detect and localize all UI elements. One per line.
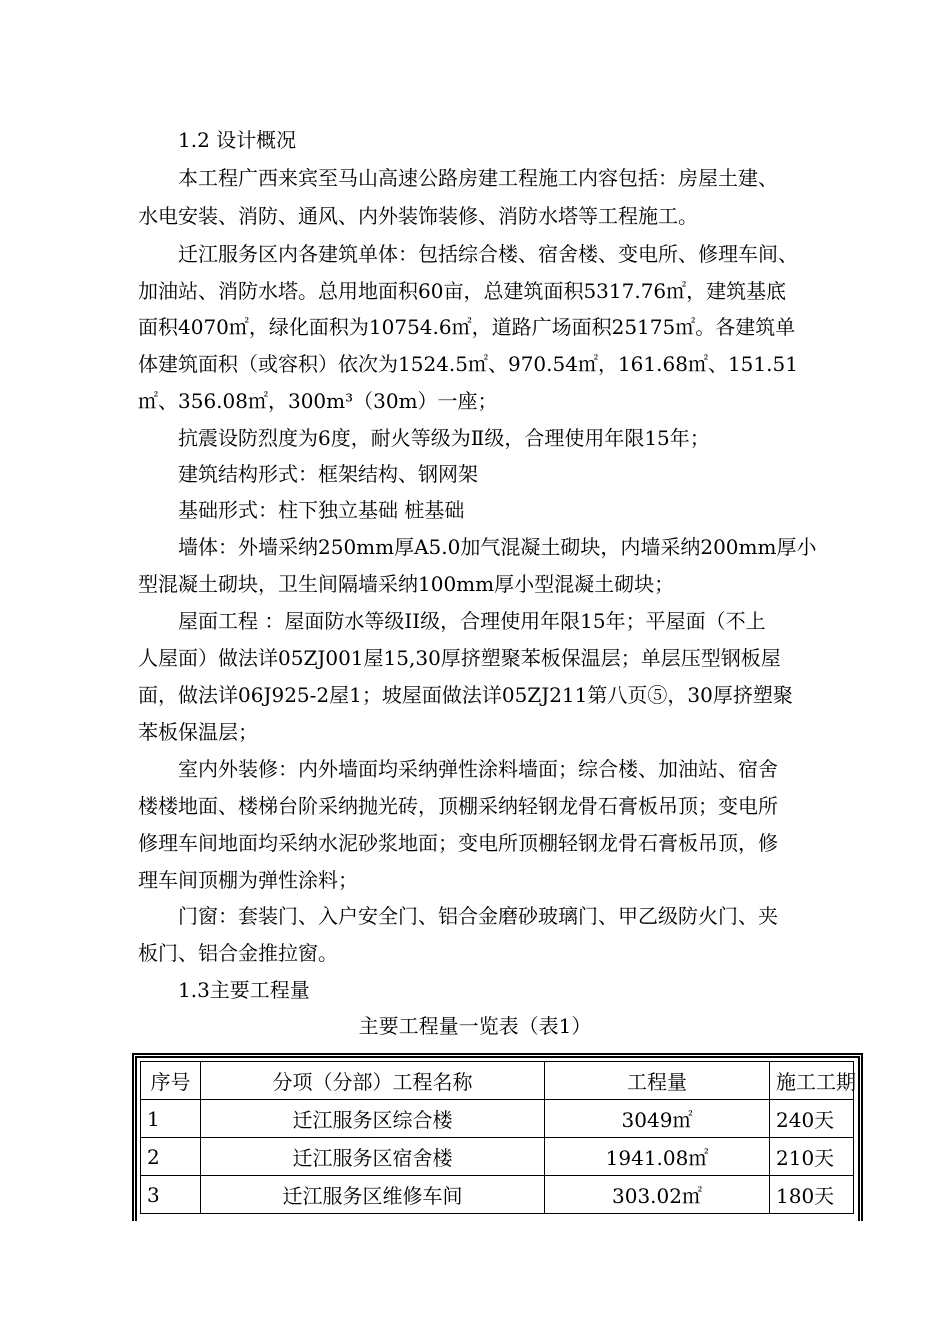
paragraph-line: 建筑结构形式：框架结构、钢网架: [178, 462, 478, 486]
cell-name: 迁江服务区综合楼: [201, 1100, 545, 1138]
paragraph-line: 本工程广西来宾至马山高速公路房建工程施工内容包括：房屋土建、: [178, 166, 778, 190]
paragraph-line: 修理车间地面均采纳水泥砂浆地面；变电所顶棚轻钢龙骨石膏板吊顶，修: [138, 831, 778, 855]
cell-quantity: 1941.08㎡: [545, 1138, 770, 1176]
header-name: 分项（分部）工程名称: [201, 1062, 545, 1100]
cell-duration: 240天: [770, 1100, 854, 1138]
paragraph-line: 体建筑面积（或容积）依次为1524.5㎡、970.54㎡，161.68㎡、151.51: [138, 352, 798, 376]
cell-no: 3: [141, 1176, 201, 1214]
paragraph-line: 水电安装、消防、通风、内外装饰装修、消防水塔等工程施工。: [138, 204, 698, 228]
table-row: [141, 1176, 854, 1214]
paragraph-line: 面，做法详06J925-2屋1；坡屋面做法详05ZJ211第八页⑤，30厚挤塑聚: [138, 683, 793, 707]
paragraph-line: 人屋面）做法详05ZJ001屋15,30厚挤塑聚苯板保温层；单层压型钢板屋: [138, 646, 781, 670]
header-quantity: 工程量: [545, 1062, 770, 1100]
paragraph-line: 型混凝土砌块，卫生间隔墙采纳100mm厚小型混凝土砌块；: [138, 572, 675, 596]
paragraph-line: 基础形式：柱下独立基础 桩基础: [178, 498, 465, 522]
section-heading-1-2: 1.2 设计概况: [178, 128, 297, 152]
paragraph-line: 加油站、消防水塔。总用地面积60亩，总建筑面积5317.76㎡，建筑基底: [138, 279, 787, 303]
paragraph-line: 室内外装修：内外墙面均采纳弹性涂料墙面；综合楼、加油站、宿舍: [178, 757, 778, 781]
section-heading-1-3: 1.3主要工程量: [178, 978, 310, 1002]
paragraph-line: 板门、铝合金推拉窗。: [138, 941, 338, 965]
paragraph-line: 门窗：套装门、入户安全门、铝合金磨砂玻璃门、甲乙级防火门、夹: [178, 904, 778, 928]
paragraph-line: ㎡、356.08㎡，300m³（30m）一座；: [138, 389, 498, 413]
cell-name: 迁江服务区维修车间: [201, 1176, 545, 1214]
paragraph-line: 墙体：外墙采纳250mm厚A5.0加气混凝土砌块，内墙采纳200mm厚小: [178, 535, 817, 559]
cell-no: 1: [141, 1100, 201, 1138]
cell-quantity: 303.02㎡: [545, 1176, 770, 1214]
table-header-row: [141, 1062, 854, 1100]
header-no: 序号: [141, 1062, 201, 1100]
cell-duration: 180天: [770, 1176, 854, 1214]
cell-no: 2: [141, 1138, 201, 1176]
quantities-table: [140, 1061, 854, 1214]
cell-quantity: 3049㎡: [545, 1100, 770, 1138]
paragraph-line: 楼楼地面、楼梯台阶采纳抛光砖，顶棚采纳轻钢龙骨石膏板吊顶；变电所: [138, 794, 778, 818]
table-caption: 主要工程量一览表（表1）: [358, 1014, 592, 1038]
table-row: [141, 1100, 854, 1138]
cell-name: 迁江服务区宿舍楼: [201, 1138, 545, 1176]
paragraph-line: 理车间顶棚为弹性涂料；: [138, 868, 358, 892]
header-duration: 施工工期: [770, 1062, 854, 1100]
paragraph-line: 屋面工程 ：屋面防水等级II级，合理使用年限15年；平屋面（不上: [178, 609, 766, 633]
cell-duration: 210天: [770, 1138, 854, 1176]
paragraph-line: 面积4070㎡，绿化面积为10754.6㎡，道路广场面积25175㎡。各建筑单: [138, 315, 796, 339]
paragraph-line: 迁江服务区内各建筑单体：包括综合楼、宿舍楼、变电所、修理车间、: [178, 242, 798, 266]
paragraph-line: 抗震设防烈度为6度，耐火等级为Ⅱ级，合理使用年限15年；: [178, 426, 710, 450]
table-row: [141, 1138, 854, 1176]
paragraph-line: 苯板保温层；: [138, 720, 258, 744]
